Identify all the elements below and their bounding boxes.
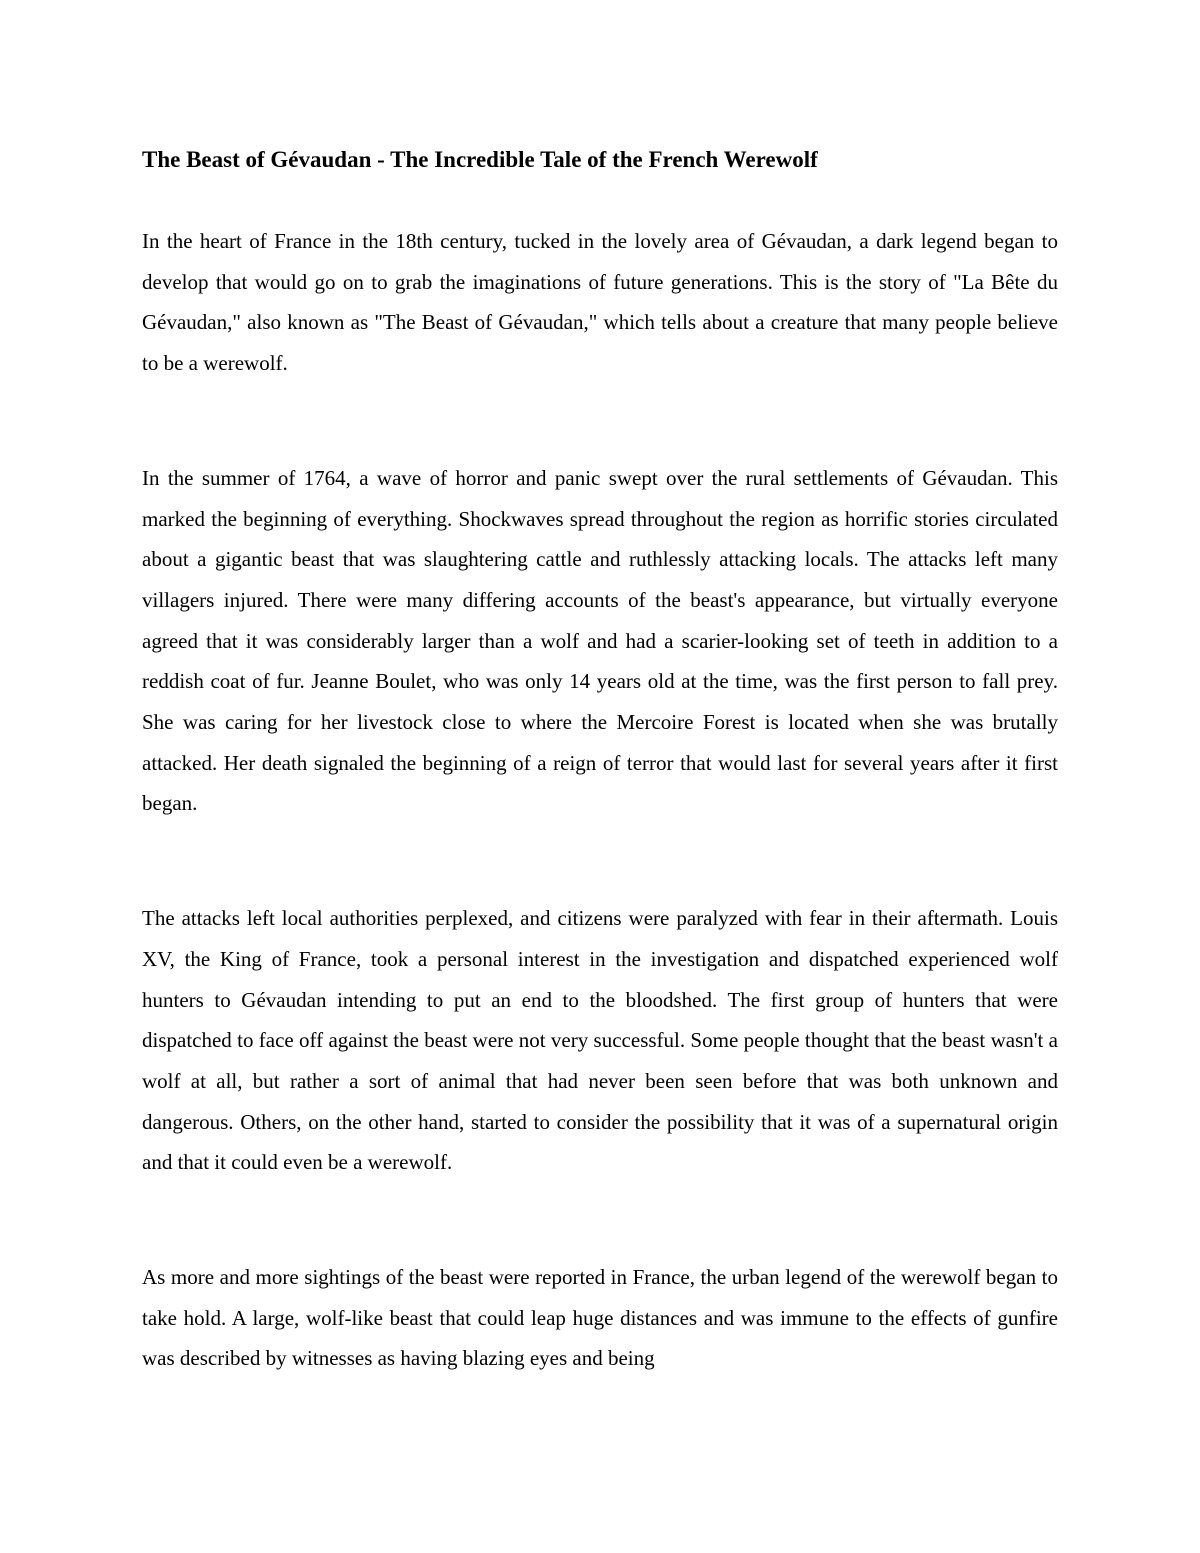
document-title: The Beast of Gévaudan - The Incredible Tale of the French Werewolf xyxy=(142,147,818,172)
paragraph: In the summer of 1764, a wave of horror and panic swept over the rural settlements of Gévaudan. This marked the beginning of everything. Shockwaves spread throughout the region as horrific stories circulated about a gigantic beast that was slaughtering cattle and ruthlessly attacking locals. The attacks left many villagers injured. There were many differing accounts of the beast's appearance, but virtually everyone agreed that it was considerably larger than a wolf and had a scarier-looking set of teeth in addition to a reddish coat of fur. Jeanne Boulet, who was only 14 years old at the time, was the first person to fall prey. She was caring for her livestock close to where the Mercoire Forest is located when she was brutally attacked. Her death signaled the beginning of a reign of terror that would last for several years after it first began. xyxy=(142,465,1058,816)
paragraph: In the heart of France in the 18th century, tucked in the lovely area of Gévaudan, a dark legend began to develop that would go on to grab the imaginations of future generations. This is the story of "La Bête du Gévaudan," also known as "The Beast of Gévaudan," which tells about a creature that many people believe to be a werewolf. xyxy=(142,229,1058,376)
document-body xyxy=(142,140,1058,1379)
paragraph: The attacks left local authorities perplexed, and citizens were paralyzed with fear in their aftermath. Louis XV, the King of France, took a personal interest in the investigation and dispatched experienced wolf hunters to Gévaudan intending to put an end to the bloodshed. The first group of hunters that were dispatched to face off against the beast were not very successful. Some people thought that the beast wasn't a wolf at all, but rather a sort of animal that had never been seen before that was both unknown and dangerous. Others, on the other hand, started to consider the possibility that it was of a supernatural origin and that it could even be a werewolf. xyxy=(142,906,1058,1175)
paragraph: As more and more sightings of the beast were reported in France, the urban legend of the werewolf began to take hold. A large, wolf-like beast that could leap huge distances and was immune to the effects of gunfire was described by witnesses as having blazing eyes and being xyxy=(142,1265,1058,1371)
